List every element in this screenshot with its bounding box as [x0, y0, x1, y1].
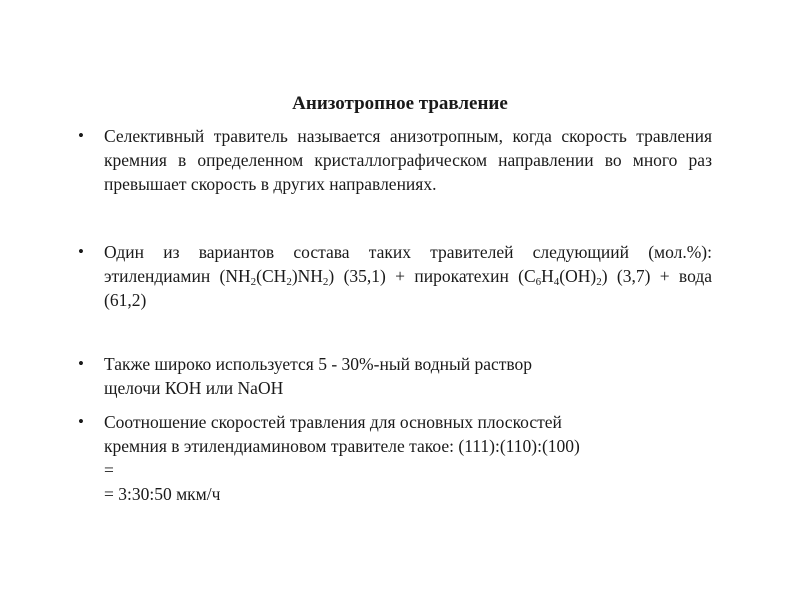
bullet-marker: •: [78, 412, 84, 431]
subscript: 2: [286, 276, 292, 288]
text-fragment: ) (35,1) + пирокатехин (C: [328, 266, 536, 286]
bullet-text: [104, 240, 712, 312]
subscript: 4: [553, 276, 560, 288]
subscript: 2: [596, 276, 602, 288]
bullet-marker: •: [78, 354, 84, 373]
slide-title: Анизотропное травление: [292, 93, 508, 114]
subscript: 2: [322, 276, 329, 288]
text-line: =: [104, 460, 114, 480]
bullet-item-anisotropic-definition: [78, 124, 712, 196]
text-line: Также широко используется 5 - 30%-ный водный раствор: [104, 354, 533, 374]
bullet-text: Селективный травитель называется анизотропным, когда скорость травления кремния в определенном кристаллографическом направлении во много раз превышает скорость в других направлениях.: [104, 126, 712, 194]
text-fragment: H: [541, 266, 554, 286]
bullet-text: [104, 352, 712, 400]
text-line: кремния в этилендиаминовом травителе такое: (111):(110):(100): [104, 436, 580, 456]
text-line: = 3:30:50 мкм/ч: [104, 484, 221, 504]
text-fragment: (OH): [559, 266, 597, 286]
bullet-item-etchant-composition: [78, 240, 712, 312]
subscript: 6: [535, 276, 542, 288]
bullet-item-etch-rate-ratio: [78, 410, 712, 506]
subscript: 2: [250, 276, 257, 288]
text-line: щелочи КОН или NaOH: [104, 378, 284, 398]
bullet-marker: •: [78, 126, 84, 145]
text-line: Соотношение скоростей травления для основных плоскостей: [104, 412, 562, 432]
bullet-text: [104, 410, 712, 506]
text-fragment: ) (3,7) + вода (61,2): [104, 266, 712, 310]
bullet-item-koh-solution: [78, 352, 712, 400]
text-fragment: (CH: [256, 266, 287, 286]
text-fragment: Один из вариантов состава таких травителей следующиий (мол.%): этилендиамин (NH: [104, 242, 712, 286]
bullet-marker: •: [78, 242, 84, 261]
text-fragment: )NH: [291, 266, 323, 286]
